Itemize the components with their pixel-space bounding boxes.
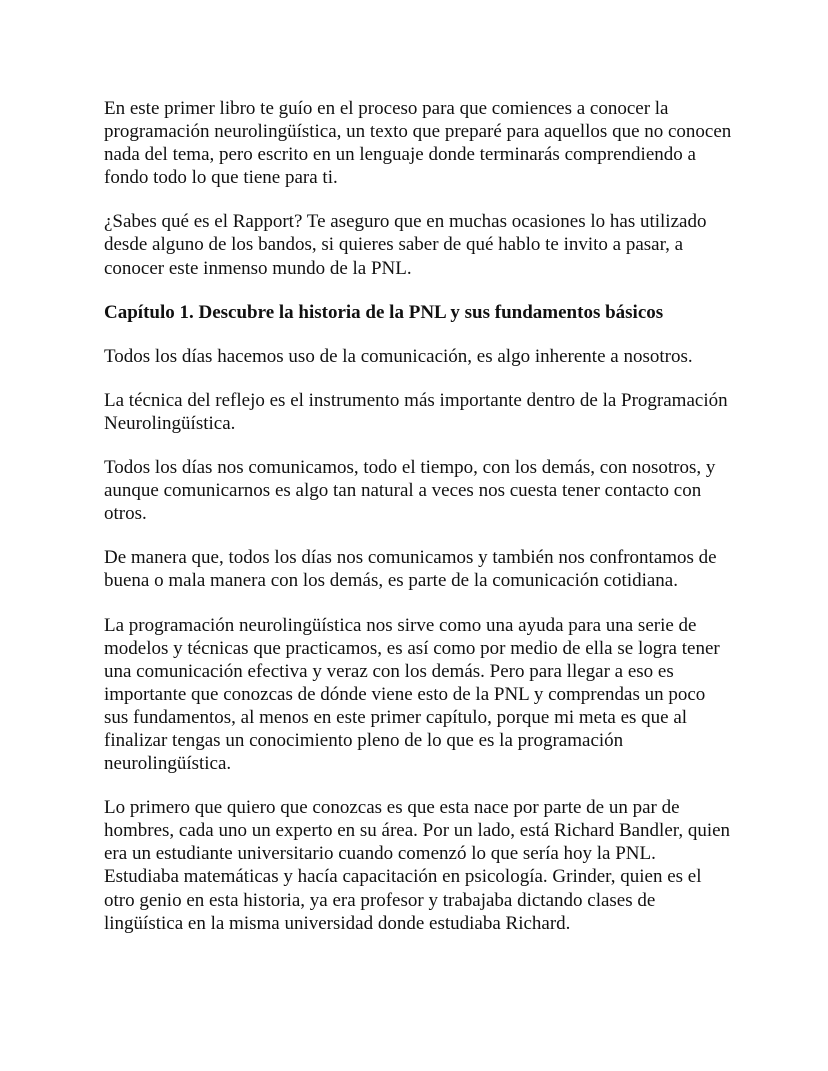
chapter-paragraph-6: Lo primero que quiero que conozcas es que esta nace por parte de un par de hombres, cada uno un experto en su área. Por un lado, está Richard Bandler, quien era un estudiante universitario cuando comenzó lo que sería hoy la PNL. Estudiaba matemáticas y hacía capacitación en psicología. Grinder, quien es el otro genio en esta historia, ya era profesor y trabajaba dictando clases de lingüística en la misma universidad donde estudiaba Richard. — [104, 797, 731, 934]
chapter-paragraph-3: Todos los días nos comunicamos, todo el tiempo, con los demás, con nosotros, y aunque comunicarnos es algo tan natural a veces nos cuesta tener contacto con otros. — [104, 457, 716, 525]
chapter-paragraph-2: La técnica del reflejo es el instrumento más importante dentro de la Programación Neurolingüística. — [104, 389, 728, 434]
chapter-paragraph-1: Todos los días hacemos uso de la comunicación, es algo inherente a nosotros. — [104, 345, 693, 367]
intro-paragraph-1: En este primer libro te guío en el proceso para que comiences a conocer la programación neurolingüística, un texto que preparé para aquellos que no conocen nada del tema, pero escrito en un lenguaje donde terminarás comprendiendo a fondo todo lo que tiene para ti. — [104, 98, 732, 189]
chapter-heading: Capítulo 1. Descubre la historia de la PNL y sus fundamentos básicos — [104, 301, 664, 323]
chapter-paragraph-4: De manera que, todos los días nos comunicamos y también nos confrontamos de buena o mala manera con los demás, es parte de la comunicación cotidiana. — [104, 547, 717, 592]
chapter-paragraph-5: La programación neurolingüística nos sirve como una ayuda para una serie de modelos y técnicas que practicamos, es así como por medio de ella se logra tener una comunicación efectiva y veraz con los demás. Pero para llegar a eso es importante que conozcas de dónde viene esto de la PNL y comprendas un poco sus fundamentos, al menos en este primer capítulo, porque mi meta es que al finalizar tengas un conocimiento pleno de lo que es la programación neurolingüística. — [104, 614, 720, 775]
intro-paragraph-2: ¿Sabes qué es el Rapport? Te aseguro que en muchas ocasiones lo has utilizado desde alguno de los bandos, si quieres saber de qué hablo te invito a pasar, a conocer este inmenso mundo de la PNL. — [104, 211, 707, 279]
page-body — [104, 97, 734, 956]
